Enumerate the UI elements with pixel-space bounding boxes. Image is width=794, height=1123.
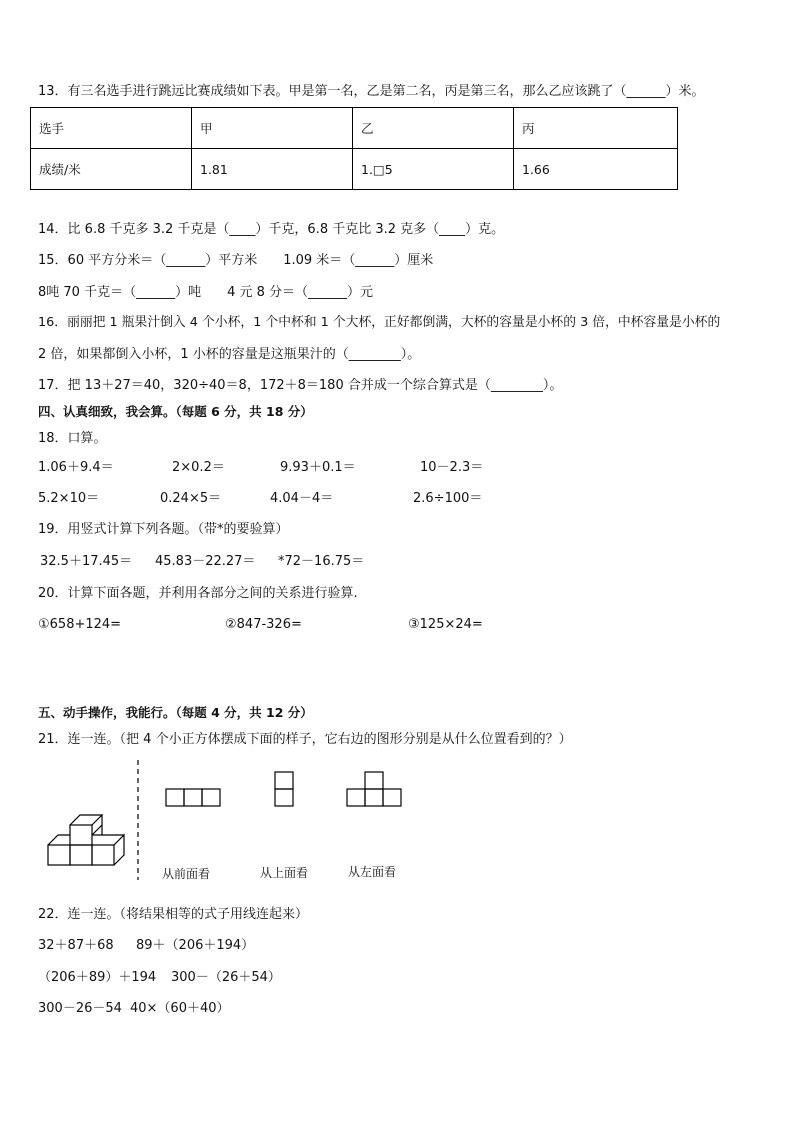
q16-line2: 2 倍，如果都倒入小杯，1 小杯的容量是这瓶果汁的（________）。	[38, 347, 421, 362]
q22-expression-right: 89＋（206＋194）	[136, 938, 255, 953]
section-4-heading: 四、认真细致，我会算。（每题 6 分，共 18 分）	[38, 404, 313, 419]
q22-expression-left: 32＋87＋68	[38, 938, 114, 953]
q19-title: 19．用竖式计算下列各题。（带*的要验算）	[38, 522, 289, 537]
cube-front-face	[70, 825, 92, 845]
table-row	[31, 149, 678, 190]
q18-item: 2.6÷100＝	[413, 491, 483, 506]
top-view-shape	[275, 772, 293, 806]
left-view-shape	[347, 772, 401, 806]
q22-expression-right: 300－（26＋54）	[171, 970, 281, 985]
q18-item: 2×0.2＝	[172, 460, 225, 475]
view-label-left: 从左面看	[348, 865, 397, 879]
q20-item: ③125×24=	[408, 617, 483, 632]
q18-item: 0.24×5＝	[160, 491, 222, 506]
q22-expression-left: （206＋89）＋194	[38, 970, 157, 985]
view-label-top: 从上面看	[260, 866, 309, 880]
q20-item: ①658+124=	[38, 617, 122, 632]
q18-item: 10－2.3＝	[420, 460, 484, 475]
q13-text: 13．有三名选手进行跳远比赛成绩如下表。甲是第一名，乙是第二名，丙是第三名，那么乙应该跳了（______）米。	[38, 84, 705, 99]
score-table	[30, 107, 678, 190]
cube-stack-drawing	[48, 815, 124, 865]
q19-item: *72－16.75＝	[278, 554, 365, 569]
table-cell: 乙	[353, 108, 514, 149]
cube-edge	[92, 825, 102, 835]
table-cell: 1.□5	[353, 149, 514, 190]
table-cell: 丙	[514, 108, 678, 149]
cube-front-face	[48, 845, 70, 865]
q14-text: 14．比 6.8 千克多 3.2 千克是（____）千克，6.8 千克比 3.2 克多（____）克。	[38, 222, 505, 237]
table-cell: 1.81	[192, 149, 353, 190]
q18-item: 4.04－4＝	[270, 491, 334, 506]
view-label-front: 从前面看	[162, 867, 211, 881]
q18-item: 1.06＋9.4＝	[38, 460, 114, 475]
q19-item: 32.5＋17.45＝	[40, 554, 133, 569]
cube-edge	[70, 815, 102, 825]
q22-expression-left: 300－26－54	[38, 1001, 122, 1016]
table-cell: 甲	[192, 108, 353, 149]
cube-edge	[114, 835, 124, 865]
cube-front-face	[70, 845, 92, 865]
front-view-shape	[166, 789, 220, 806]
q20-title: 20．计算下面各题，并利用各部分之间的关系进行验算.	[38, 586, 358, 601]
q15-line1: 15．60 平方分米＝（______）平方米 1.09 米＝（______）厘米	[38, 253, 434, 268]
q22-title: 22．连一连。（将结果相等的式子用线连起来）	[38, 907, 309, 922]
q21-title: 21．连一连。（把 4 个小正方体摆成下面的样子，它右边的图形分别是从什么位置看到的？）	[38, 732, 572, 747]
q15-line2: 8吨 70 千克＝（______）吨 4 元 8 分＝（______）元	[38, 285, 374, 300]
cube-front-face	[92, 845, 114, 865]
q18-title: 18．口算。	[38, 431, 107, 446]
table-row	[31, 108, 678, 149]
table-cell: 1.66	[514, 149, 678, 190]
section-5-heading: 五、动手操作，我能行。（每题 4 分，共 12 分）	[38, 705, 313, 720]
q20-item: ②847-326=	[225, 617, 302, 632]
table-cell: 成绩/米	[31, 149, 192, 190]
table-cell: 选手	[31, 108, 192, 149]
q22-expression-right: 40×（60＋40）	[130, 1001, 230, 1016]
q19-item: 45.83－22.27＝	[155, 554, 256, 569]
q17-text: 17．把 13＋27＝40，320÷40＝8，172＋8＝180 合并成一个综合算式是（________）。	[38, 378, 563, 393]
q18-item: 5.2×10＝	[38, 491, 100, 506]
q16-line1: 16．丽丽把 1 瓶果汁倒入 4 个小杯，1 个中杯和 1 个大杯，正好都倒满，大杯的容量是小杯的 3 倍，中杯容量是小杯的	[38, 315, 721, 330]
cube-edge	[48, 835, 70, 845]
q18-item: 9.93＋0.1＝	[280, 460, 356, 475]
